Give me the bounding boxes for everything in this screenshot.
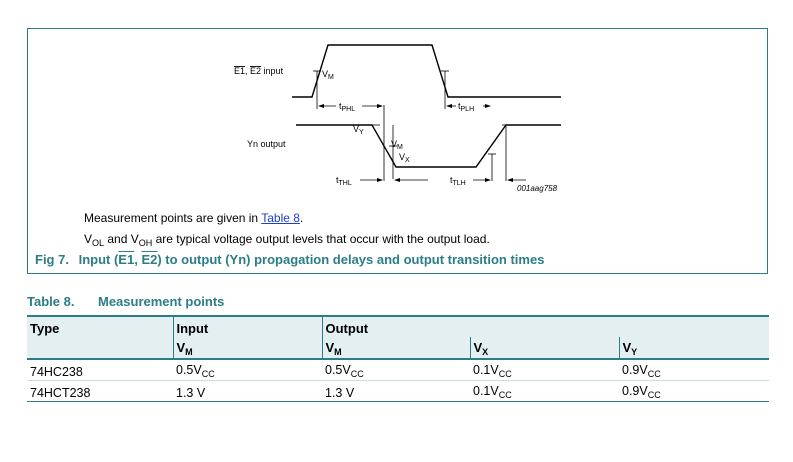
header-output-vx: $V_X$ <box>470 337 619 359</box>
cell-input-vm: 1.3 V <box>173 381 322 402</box>
header-type-blank <box>27 337 173 359</box>
vy-label: $V_Y$ <box>353 124 364 136</box>
table-8-link[interactable]: Table 8 <box>261 211 300 225</box>
figure-frame <box>27 28 768 274</box>
cell-vx: $0.1V_{CC}$ <box>470 381 619 402</box>
ttlh-label: $t_{TLH}$ <box>450 175 466 187</box>
table-caption: Table 8. Measurement points <box>27 294 225 309</box>
figure-code-label: 001aag758 <box>517 184 558 193</box>
input-signal-label: E1, E2 input <box>234 66 284 76</box>
vm-output-label: $V_M$ <box>391 139 403 151</box>
cell-vy: $0.9V_{CC}$ <box>619 359 769 381</box>
header-output-vm: $V_M$ <box>322 337 470 359</box>
cell-vy: $0.9V_{CC}$ <box>619 381 769 402</box>
table-row <box>27 359 769 381</box>
header-output-vy: $V_Y$ <box>619 337 769 359</box>
vx-label: $V_X$ <box>399 152 410 164</box>
output-levels-note: $V_{OL}$ and $V_{OH}$ are typical voltage output levels that occur with the output load. <box>84 232 490 248</box>
input-waveform <box>292 45 561 97</box>
cell-vx: $0.1V_{CC}$ <box>470 359 619 381</box>
tphl-label: $t_{PHL}$ <box>339 101 356 113</box>
figure-caption: Fig 7. Input (E1, E2) to output (Yn) propagation delays and output transition times <box>35 252 545 267</box>
vm-input-label: $V_M$ <box>322 69 334 81</box>
cell-type: 74HC238 <box>27 359 173 381</box>
tplh-label: $t_{PLH}$ <box>458 101 475 113</box>
header-type: Type <box>27 316 173 337</box>
tthl-label: $t_{THL}$ <box>336 175 352 187</box>
measurement-note: Measurement points are given in Table 8. <box>84 211 304 225</box>
measurement-points-table <box>27 315 769 402</box>
header-input-vm: $V_M$ <box>173 337 322 359</box>
cell-output-vm: 1.3 V <box>322 381 470 402</box>
header-output: Output <box>322 316 769 337</box>
cell-output-vm: $0.5V_{CC}$ <box>322 359 470 381</box>
output-waveform <box>296 125 561 167</box>
cell-input-vm: $0.5V_{CC}$ <box>173 359 322 381</box>
header-input: Input <box>173 316 322 337</box>
output-signal-label: Yn output <box>247 139 286 149</box>
cell-type: 74HCT238 <box>27 381 173 402</box>
table-row <box>27 381 769 402</box>
